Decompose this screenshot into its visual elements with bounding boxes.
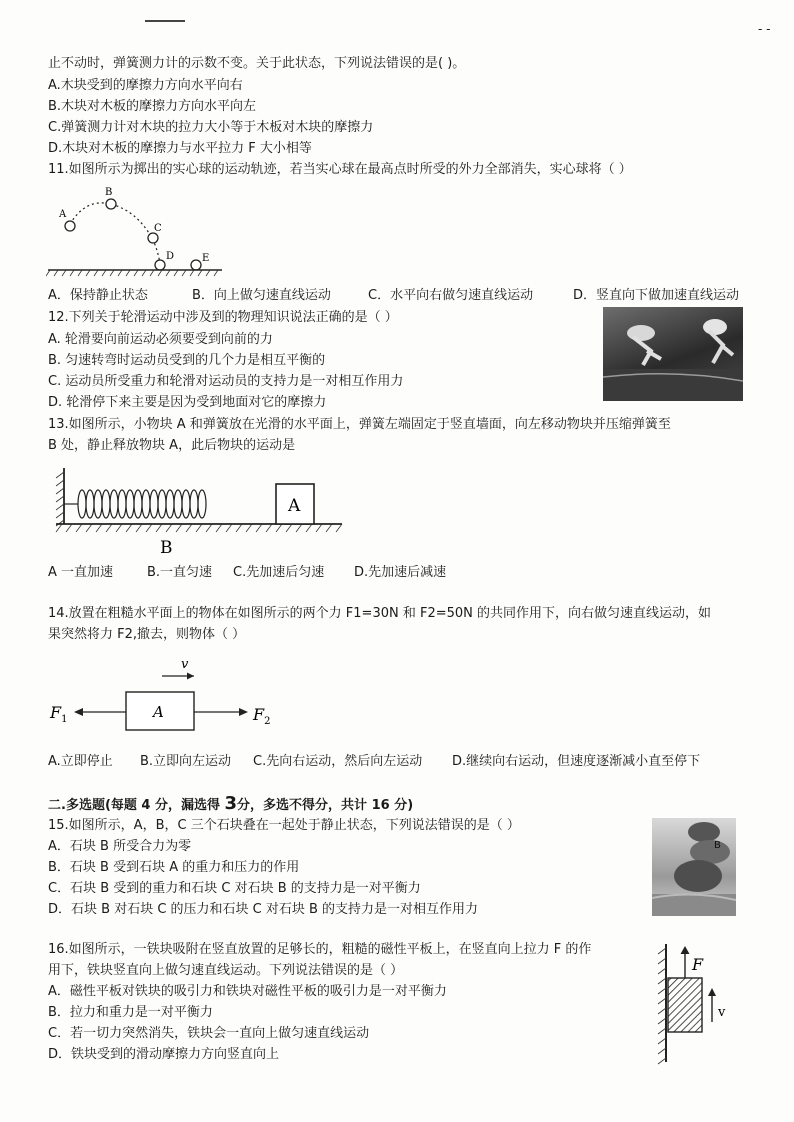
q11-label-a: A: [59, 209, 67, 220]
q16-option-d: D．铁块受到的滑动摩擦力方向竖直向上: [48, 1047, 280, 1062]
q13-stem-line2: B 处，静止释放物块 A，此后物块的运动是: [48, 438, 296, 453]
q16-stem-line1: 16.如图所示，一铁块吸附在竖直放置的足够长的，粗糙的磁性平板上，在竖直向上拉力 F 的作: [48, 942, 592, 957]
q14-stem-line2: 果突然将力 F2,撤去，则物体（ ）: [48, 627, 246, 642]
q12-skating-photo: [603, 307, 743, 401]
q10-option-d: D.木块对木板的摩擦力与水平拉力 F 大小相等: [48, 141, 312, 156]
q14-option-a: A.立即停止: [48, 754, 113, 769]
q14-block-label: A: [153, 703, 164, 721]
q14-f1-label: $F_1$: [50, 703, 68, 725]
q14-option-b: B.立即向左运动: [140, 754, 232, 769]
q11-label-c: C: [154, 223, 162, 234]
q14-stem-line1: 14.放置在粗糙水平面上的物体在如图所示的两个力 F1=30N 和 F2=50N 的共同作用下，向右做匀速直线运动，如: [48, 606, 712, 621]
q13-option-a: A 一直加速: [48, 565, 114, 580]
q12-option-d: D. 轮滑停下来主要是因为受到地面对它的摩擦力: [48, 395, 327, 410]
q10-stem-tail: 止不动时，弹簧测力计的示数不变。关于此状态，下列说法错误的是( )。: [48, 56, 466, 71]
q13-option-b: B.一直匀速: [147, 565, 213, 580]
q11-trajectory-figure: [46, 184, 226, 280]
q15-option-c: C．石块 B 受到的重力和石块 C 对石块 B 的支持力是一对平衡力: [48, 881, 421, 896]
header-right-mark: - -: [758, 22, 771, 36]
q13-point-label: B: [160, 538, 173, 558]
q14-f2-label: $F_2$: [253, 705, 271, 727]
q16-stem-line2: 用下，铁块竖直向上做匀速直线运动。下列说法错误的是（ ）: [48, 963, 404, 978]
q16-option-a: A．磁性平板对铁块的吸引力和铁块对磁性平板的吸引力是一对平衡力: [48, 984, 447, 999]
q12-stem: 12.下列关于轮滑运动中涉及到的物理知识说法正确的是（ ）: [48, 310, 398, 325]
q10-option-a: A.木块受到的摩擦力方向水平向右: [48, 78, 243, 93]
q11-option-b: B．向上做匀速直线运动: [192, 288, 331, 303]
q12-option-a: A. 轮滑要向前运动必须要受到向前的力: [48, 332, 273, 347]
section2-heading: 二.多选题(每题 4 分，漏选得 3分，多选不得分，共计 16 分): [48, 793, 414, 814]
q11-option-c: C．水平向右做匀速直线运动: [368, 288, 534, 303]
q16-option-c: C．若一切力突然消失，铁块会一直向上做匀速直线运动: [48, 1026, 370, 1041]
q16-velocity-label: v: [718, 1005, 726, 1020]
q15-option-d: D．石块 B 对石块 C 的压力和石块 C 对石块 B 的支持力是一对相互作用力: [48, 902, 479, 917]
q14-force-figure: [44, 652, 284, 738]
q11-label-b: B: [105, 187, 113, 198]
q11-label-e: E: [202, 253, 210, 264]
q11-option-a: A．保持静止状态: [48, 288, 148, 303]
q16-magnet-figure: [652, 940, 742, 1066]
q15-option-b: B．石块 B 受到石块 A 的重力和压力的作用: [48, 860, 300, 875]
q15-stem: 15.如图所示，A，B，C 三个石块叠在一起处于静止状态，下列说法错误的是（ ）: [48, 818, 520, 833]
q13-stem-line1: 13.如图所示，小物块 A 和弹簧放在光滑的水平面上，弹簧左端固定于竖直墙面，向左移动物块并压缩弹簧至: [48, 417, 671, 432]
q14-velocity-label: v: [181, 657, 189, 672]
q10-option-b: B.木块对木板的摩擦力方向水平向左: [48, 99, 257, 114]
q13-spring-figure: [44, 462, 344, 558]
q15-rocks-photo: [652, 818, 736, 916]
q14-option-c: C.先向右运动，然后向左运动: [253, 754, 423, 769]
header-dash: [145, 20, 185, 22]
q15-photo-label: B: [714, 840, 721, 851]
q16-force-label: F: [692, 955, 704, 974]
q10-option-c: C.弹簧测力计对木块的拉力大小等于木板对木块的摩擦力: [48, 120, 374, 135]
q11-label-d: D: [166, 251, 175, 262]
q12-option-c: C. 运动员所受重力和轮滑对运动员的支持力是一对相互作用力: [48, 374, 404, 389]
q11-option-d: D．竖直向下做加速直线运动: [573, 288, 740, 303]
q16-option-b: B．拉力和重力是一对平衡力: [48, 1005, 213, 1020]
q13-option-d: D.先加速后减速: [354, 565, 447, 580]
q13-block-label: A: [288, 496, 301, 516]
q11-stem: 11.如图所示为掷出的实心球的运动轨迹，若当实心球在最高点时所受的外力全部消失，实心球将（ ）: [48, 162, 632, 177]
q14-option-d: D.继续向右运动，但速度逐渐减小直至停下: [452, 754, 701, 769]
q15-option-a: A．石块 B 所受合力为零: [48, 839, 192, 854]
q12-option-b: B. 匀速转弯时运动员受到的几个力是相互平衡的: [48, 353, 326, 368]
q13-option-c: C.先加速后匀速: [233, 565, 325, 580]
